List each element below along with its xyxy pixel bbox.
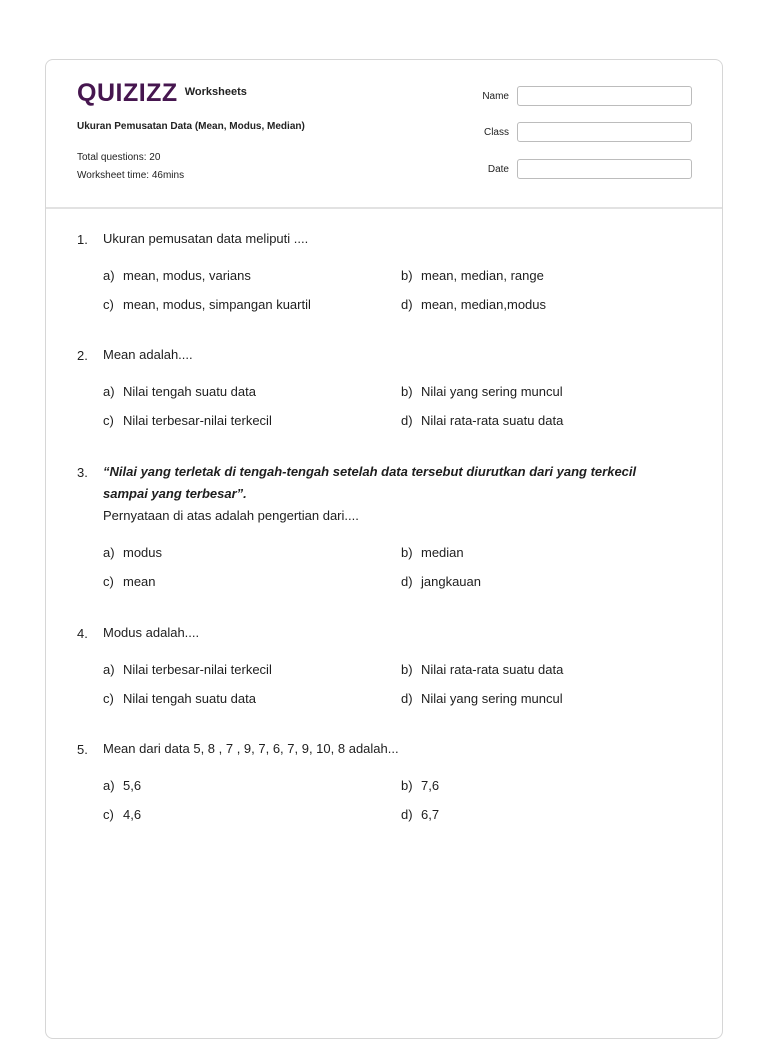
option-d — [401, 413, 563, 428]
option-letter: b) — [401, 384, 413, 399]
option-b — [401, 268, 544, 283]
option-letter: c) — [103, 413, 114, 428]
question-text: Mean adalah.... — [103, 347, 193, 362]
date-label: Date — [487, 164, 509, 175]
option-c — [103, 807, 141, 822]
option-letter: a) — [103, 778, 115, 793]
question-number: 1. — [77, 232, 88, 247]
name-label: Name — [482, 91, 509, 102]
worksheet-title: Ukuran Pemusatan Data (Mean, Modus, Median) — [77, 121, 305, 132]
option-b — [401, 545, 464, 560]
option-d — [401, 297, 546, 312]
option-text: median — [421, 545, 464, 560]
question-number: 5. — [77, 742, 88, 757]
option-letter: d) — [401, 574, 413, 589]
option-b — [401, 778, 439, 793]
question-text — [103, 461, 663, 527]
question-text: Mean dari data 5, 8 , 7 , 9, 7, 6, 7, 9, 10, 8 adalah... — [103, 741, 399, 756]
date-field[interactable] — [517, 159, 692, 179]
option-text: Nilai tengah suatu data — [123, 384, 256, 399]
option-text: mean — [123, 574, 156, 589]
option-text: jangkauan — [421, 574, 481, 589]
option-text: Nilai yang sering muncul — [421, 384, 563, 399]
option-c — [103, 297, 311, 312]
option-text: 6,7 — [421, 807, 440, 822]
option-text: 7,6 — [421, 778, 440, 793]
option-letter: d) — [401, 691, 413, 706]
option-a — [103, 545, 162, 560]
option-a — [103, 662, 272, 677]
option-b — [401, 384, 563, 399]
option-text: mean, median, range — [421, 268, 544, 283]
option-text: modus — [123, 545, 163, 560]
option-text: 5,6 — [123, 778, 142, 793]
option-text: 4,6 — [123, 807, 142, 822]
option-letter: b) — [401, 268, 413, 283]
option-c — [103, 574, 156, 589]
option-text: mean, modus, varians — [123, 268, 251, 283]
question-prompt: Pernyataan di atas adalah pengertian dari.... — [103, 508, 359, 523]
option-text: Nilai rata-rata suatu data — [421, 662, 564, 677]
brand — [77, 80, 247, 106]
option-letter: c) — [103, 574, 114, 589]
option-letter: a) — [103, 545, 115, 560]
total-questions: Total questions: 20 — [77, 152, 161, 163]
worksheet-time: Worksheet time: 46mins — [77, 170, 185, 181]
worksheet-header — [46, 60, 722, 209]
option-letter: c) — [103, 807, 114, 822]
quizizz-logo: QUIZIZZ — [77, 79, 178, 107]
option-text: Nilai tengah suatu data — [123, 691, 256, 706]
option-d — [401, 807, 439, 822]
question-emphasis: “Nilai yang terletak di tengah-tengah setelah data tersebut diurutkan dari yang terkecil sampai yang terbesar”. — [103, 464, 637, 501]
option-letter: c) — [103, 297, 114, 312]
option-letter: a) — [103, 384, 115, 399]
option-text: Nilai yang sering muncul — [421, 691, 563, 706]
option-d — [401, 574, 481, 589]
option-b — [401, 662, 563, 677]
option-c — [103, 413, 272, 428]
option-letter: a) — [103, 662, 115, 677]
option-letter: d) — [401, 297, 413, 312]
question-number: 2. — [77, 348, 88, 363]
worksheet-page — [45, 59, 723, 1039]
option-c — [103, 691, 256, 706]
option-letter: a) — [103, 268, 115, 283]
option-text: Nilai rata-rata suatu data — [421, 413, 564, 428]
option-a — [103, 384, 256, 399]
option-letter: b) — [401, 545, 413, 560]
option-text: Nilai terbesar-nilai terkecil — [123, 413, 272, 428]
option-d — [401, 691, 563, 706]
name-field[interactable] — [517, 86, 692, 106]
option-letter: b) — [401, 778, 413, 793]
class-field[interactable] — [517, 122, 692, 142]
option-letter: d) — [401, 807, 413, 822]
option-letter: b) — [401, 662, 413, 677]
option-text: Nilai terbesar-nilai terkecil — [123, 662, 272, 677]
question-number: 4. — [77, 626, 88, 641]
question-text: Ukuran pemusatan data meliputi .... — [103, 231, 309, 246]
option-letter: d) — [401, 413, 413, 428]
option-a — [103, 268, 251, 283]
option-letter: c) — [103, 691, 114, 706]
question-number: 3. — [77, 465, 88, 480]
class-label: Class — [483, 127, 509, 138]
question-text: Modus adalah.... — [103, 625, 200, 640]
option-text: mean, median,modus — [421, 297, 547, 312]
option-text: mean, modus, simpangan kuartil — [123, 297, 311, 312]
brand-subtitle: Worksheets — [184, 86, 247, 98]
option-a — [103, 778, 141, 793]
